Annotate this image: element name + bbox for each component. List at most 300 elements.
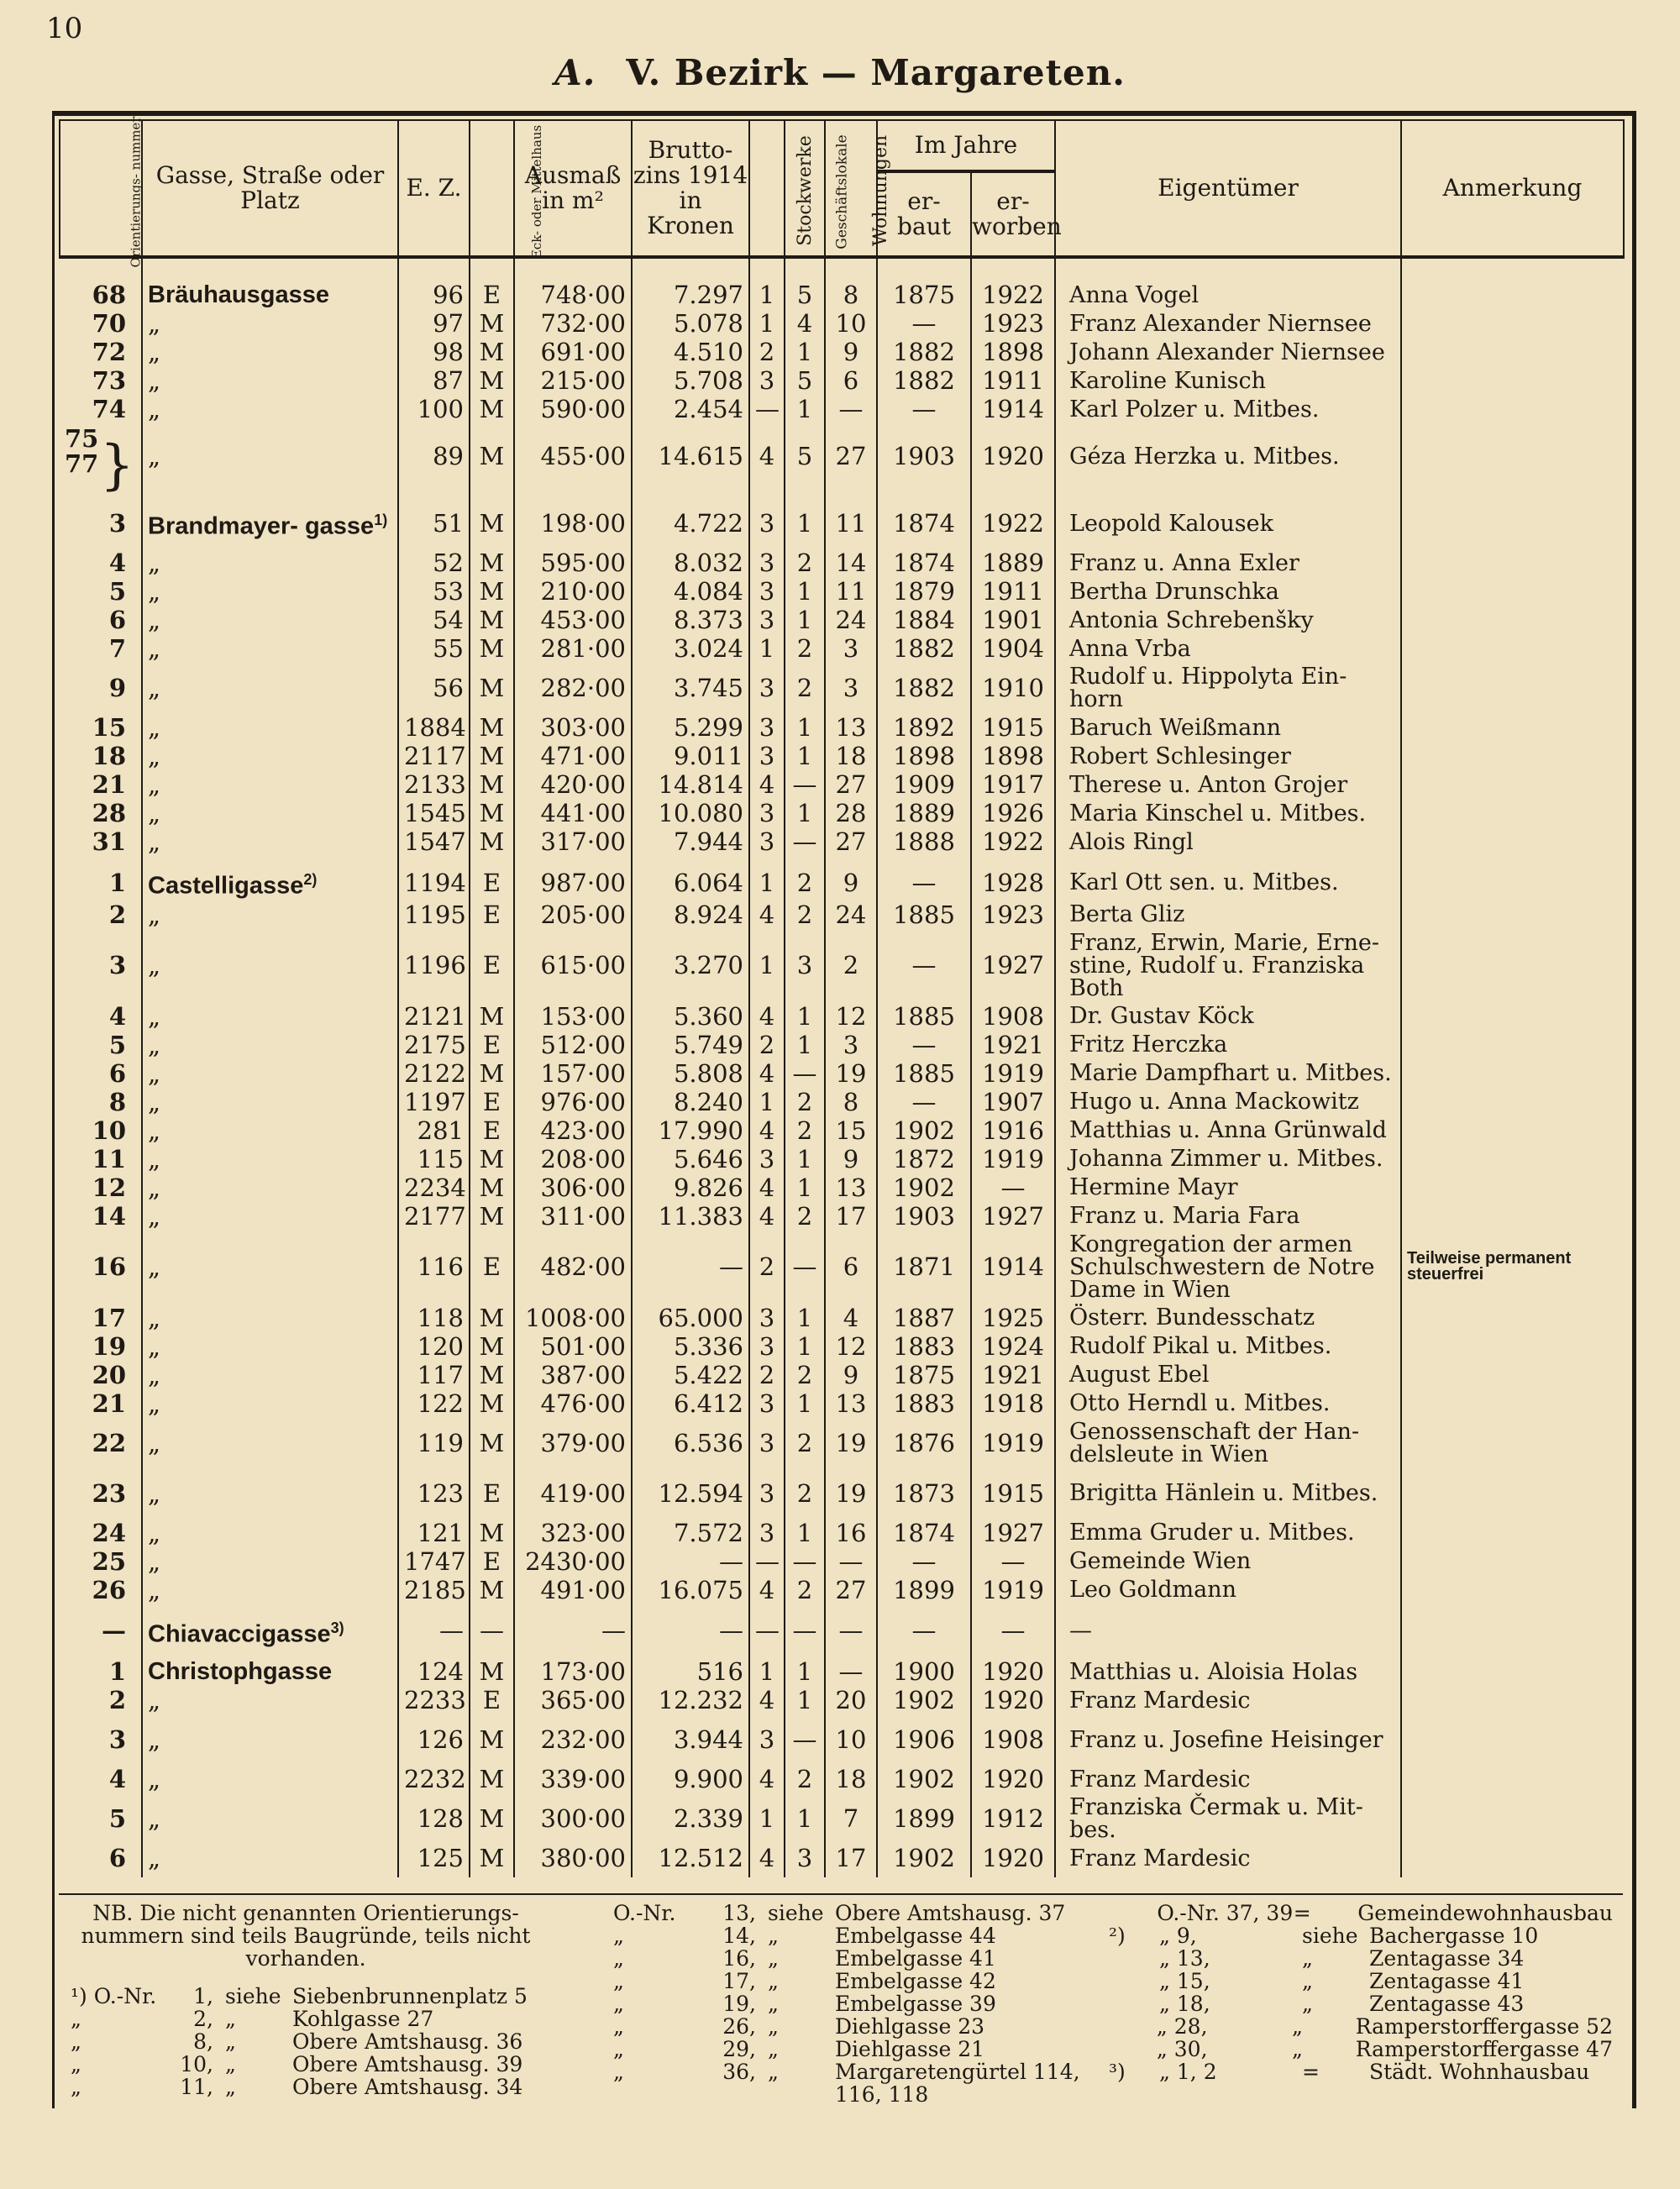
- cell-brutto: 516: [632, 1648, 749, 1686]
- footnote-nr: „ 28,: [1156, 2014, 1208, 2039]
- cell-erb: 1882: [877, 338, 971, 366]
- cell-nr: [60, 1202, 142, 1231]
- footnote-sieh: =: [1293, 1901, 1311, 1925]
- cell-nr: [60, 1231, 142, 1304]
- table-row: [60, 489, 1624, 549]
- cell-brutto: 14.615: [632, 423, 749, 489]
- street-name: „: [148, 770, 161, 799]
- cell-gl: —: [785, 827, 825, 856]
- cell-owner: Franziska Čermak u. Mit- bes.: [1055, 1793, 1401, 1844]
- cell-street: [142, 309, 398, 338]
- cell-gl: 4: [785, 309, 825, 338]
- footnote-nr: „ 18,: [1159, 1992, 1210, 2016]
- cell-note: [1401, 827, 1624, 856]
- cell-erw: 1918: [971, 1389, 1055, 1418]
- house-number: 26: [92, 1575, 126, 1604]
- cell-erw: 1898: [971, 338, 1055, 366]
- cell-ez: 100: [398, 395, 470, 423]
- cell-brutto: 12.512: [632, 1844, 749, 1872]
- cell-nr: [60, 1547, 142, 1576]
- cell-st: 3: [749, 1468, 785, 1519]
- street-name: „: [148, 1686, 161, 1715]
- cell-note: [1401, 1088, 1624, 1116]
- cell-mass: 748·00: [514, 281, 632, 309]
- cell-gl: 2: [785, 1576, 825, 1604]
- cell-typ: —: [470, 1604, 514, 1649]
- cell-brutto: 14.814: [632, 770, 749, 799]
- cell-street: [142, 856, 398, 900]
- cell-street: [142, 1231, 398, 1304]
- cell-ez: 118: [398, 1304, 470, 1332]
- cell-wo: 10: [825, 309, 877, 338]
- cell-wo: 6: [825, 366, 877, 395]
- cell-note: [1401, 1332, 1624, 1361]
- house-number: 25: [92, 1546, 126, 1576]
- footnote-nr: 1,: [193, 1984, 213, 2008]
- footnote-line: [613, 1992, 1168, 2015]
- table-row: [60, 549, 1624, 577]
- cell-wo: 10: [825, 1714, 877, 1765]
- cell-ez: 122: [398, 1389, 470, 1418]
- cell-st: 3: [749, 1519, 785, 1547]
- cell-mass: 732·00: [514, 309, 632, 338]
- house-number: 21: [92, 1388, 126, 1418]
- cell-nr: [60, 309, 142, 338]
- footnote-target: Embelgasse 39: [835, 1992, 996, 2016]
- cell-note: [1401, 900, 1624, 929]
- cell-erw: 1911: [971, 577, 1055, 606]
- cell-brutto: 5.808: [632, 1059, 749, 1088]
- cell-wo: 11: [825, 577, 877, 606]
- footnote-mark: 1): [374, 512, 388, 529]
- footnote-target: Kohlgasse 27: [292, 2007, 434, 2031]
- house-number: 70: [92, 309, 126, 338]
- cell-wo: 13: [825, 713, 877, 742]
- cell-owner: Johanna Zimmer u. Mitbes.: [1055, 1145, 1401, 1173]
- cell-note: [1401, 309, 1624, 338]
- cell-ez: 2185: [398, 1576, 470, 1604]
- footnote-nr: 19,: [722, 1992, 756, 2016]
- footnote-sieh: „: [768, 2014, 779, 2039]
- footnote-line: [613, 1902, 1168, 1924]
- cell-typ: E: [470, 1031, 514, 1059]
- cell-note: [1401, 1576, 1624, 1604]
- cell-gl: 3: [785, 929, 825, 1002]
- cell-owner: Dr. Gustav Köck: [1055, 1002, 1401, 1031]
- footnote-nr: 29,: [722, 2037, 756, 2061]
- house-number: 75 77: [65, 424, 99, 478]
- cell-wo: —: [825, 1648, 877, 1686]
- table-row: [60, 1304, 1624, 1332]
- cell-note: [1401, 1686, 1624, 1714]
- house-number: 2: [108, 900, 126, 929]
- footnote-target: Embelgasse 42: [835, 1969, 996, 1993]
- house-number: 10: [92, 1115, 126, 1145]
- cell-gl: 1: [785, 395, 825, 423]
- house-number: 1: [108, 868, 126, 897]
- cell-erb: —: [877, 1088, 971, 1116]
- street-name: „: [148, 1428, 161, 1457]
- cell-erb: 1883: [877, 1332, 971, 1361]
- street-name: „: [148, 634, 161, 663]
- cell-erw: 1920: [971, 1686, 1055, 1714]
- cell-mass: 300·00: [514, 1793, 632, 1844]
- footnote-line: [613, 1924, 1168, 1947]
- cell-street: [142, 1793, 398, 1844]
- cell-note: [1401, 713, 1624, 742]
- cell-st: 1: [749, 634, 785, 663]
- table-row: [60, 338, 1624, 366]
- cell-street: [142, 1576, 398, 1604]
- cell-brutto: 7.944: [632, 827, 749, 856]
- cell-wo: 27: [825, 423, 877, 489]
- cell-note: [1401, 742, 1624, 770]
- cell-note: [1401, 663, 1624, 713]
- cell-nr: [60, 1088, 142, 1116]
- footnote-line: [613, 2015, 1168, 2038]
- cell-brutto: —: [632, 1547, 749, 1576]
- footnote-mark: 2): [303, 871, 318, 888]
- filler-cell: [749, 1872, 785, 1877]
- cell-typ: M: [470, 1844, 514, 1872]
- cell-gl: 1: [785, 1332, 825, 1361]
- table-row: [60, 634, 1624, 663]
- cell-mass: 323·00: [514, 1519, 632, 1547]
- cell-brutto: 12.594: [632, 1468, 749, 1519]
- cell-ez: 1884: [398, 713, 470, 742]
- cell-note: [1401, 281, 1624, 309]
- cell-erb: —: [877, 1547, 971, 1576]
- cell-nr: [60, 281, 142, 309]
- cell-st: 4: [749, 770, 785, 799]
- cell-gl: 1: [785, 742, 825, 770]
- cell-note: [1401, 1765, 1624, 1793]
- cell-gl: 1: [785, 606, 825, 634]
- cell-erw: 1904: [971, 634, 1055, 663]
- cell-brutto: 5.360: [632, 1002, 749, 1031]
- cell-nr: [60, 856, 142, 900]
- cell-st: 1: [749, 1793, 785, 1844]
- footnote-nr: „ 13,: [1159, 1946, 1210, 1971]
- footnote-mark: [1109, 2038, 1157, 2060]
- cell-typ: M: [470, 1648, 514, 1686]
- cell-ez: 1545: [398, 799, 470, 827]
- cell-gl: 5: [785, 281, 825, 309]
- col-header-eck: Eck- oder Mittelhaus: [470, 120, 514, 257]
- cell-ez: 1196: [398, 929, 470, 1002]
- cell-wo: 18: [825, 742, 877, 770]
- cell-note: [1401, 1714, 1624, 1765]
- cell-ez: 2175: [398, 1031, 470, 1059]
- street-name: Chiavaccigasse: [148, 1620, 331, 1648]
- cell-gl: —: [785, 770, 825, 799]
- cell-owner: Anna Vogel: [1055, 281, 1401, 309]
- cell-nr: [60, 549, 142, 577]
- table-row: [60, 1418, 1624, 1468]
- filler-cell: [398, 1872, 470, 1877]
- cell-owner: Leo Goldmann: [1055, 1576, 1401, 1604]
- cell-erb: 1882: [877, 366, 971, 395]
- cell-nr: [60, 1844, 142, 1872]
- cell-nr: [60, 577, 142, 606]
- cell-street: [142, 929, 398, 1002]
- cell-wo: 13: [825, 1173, 877, 1202]
- footnote-mark: [613, 2083, 697, 2106]
- cell-mass: 157·00: [514, 1059, 632, 1088]
- house-number: 31: [92, 827, 126, 856]
- cell-st: 3: [749, 799, 785, 827]
- cell-typ: E: [470, 281, 514, 309]
- cell-note: [1401, 1604, 1624, 1649]
- cell-ez: 52: [398, 549, 470, 577]
- cell-street: [142, 1648, 398, 1686]
- street-name: „: [148, 606, 161, 634]
- cell-erb: —: [877, 1604, 971, 1649]
- cell-ez: 2177: [398, 1202, 470, 1231]
- cell-brutto: 9.900: [632, 1765, 749, 1793]
- cell-brutto: 5.708: [632, 366, 749, 395]
- cell-st: 1: [749, 1648, 785, 1686]
- footnote-target: Embelgasse 41: [835, 1946, 996, 1971]
- cell-gl: —: [785, 1231, 825, 1304]
- cell-brutto: 2.339: [632, 1793, 749, 1844]
- cell-owner: Johann Alexander Niernsee: [1055, 338, 1401, 366]
- cell-st: —: [749, 395, 785, 423]
- cell-note: [1401, 395, 1624, 423]
- cell-wo: 4: [825, 1304, 877, 1332]
- cell-nr: [60, 1389, 142, 1418]
- cell-gl: 1: [785, 1002, 825, 1031]
- col-header-im-jahre: Im Jahre: [877, 120, 1055, 171]
- street-name: „: [148, 1144, 161, 1173]
- cell-street: [142, 770, 398, 799]
- cell-typ: M: [470, 1332, 514, 1361]
- street-name: „: [148, 1201, 161, 1231]
- filler-cell: [785, 1872, 825, 1877]
- cell-st: 4: [749, 1844, 785, 1872]
- footnote-line: [1109, 1970, 1613, 1992]
- cell-wo: 24: [825, 900, 877, 929]
- cell-erb: 1902: [877, 1765, 971, 1793]
- cell-wo: —: [825, 1604, 877, 1649]
- cell-nr: [60, 1332, 142, 1361]
- cell-brutto: 5.078: [632, 309, 749, 338]
- cell-street: [142, 1714, 398, 1765]
- cell-typ: E: [470, 1686, 514, 1714]
- street-name: „: [148, 577, 161, 606]
- street-name: „: [148, 338, 161, 366]
- cell-gl: 3: [785, 1844, 825, 1872]
- district-title: V. Bezirk — Margareten.: [626, 52, 1126, 93]
- cell-gl: —: [785, 1714, 825, 1765]
- cell-typ: E: [470, 900, 514, 929]
- cell-street: [142, 1031, 398, 1059]
- cell-owner: Emma Gruder u. Mitbes.: [1055, 1519, 1401, 1547]
- street-name: „: [148, 1765, 161, 1794]
- cell-ez: 1195: [398, 900, 470, 929]
- cell-gl: 1: [785, 1519, 825, 1547]
- cell-owner: Rudolf Pikal u. Mitbes.: [1055, 1332, 1401, 1361]
- street-name: „: [148, 1844, 161, 1873]
- cell-mass: 423·00: [514, 1116, 632, 1145]
- cell-gl: 1: [785, 1686, 825, 1714]
- cell-nr: [60, 1686, 142, 1714]
- street-name: „: [148, 1173, 161, 1202]
- cell-nr: [60, 1793, 142, 1844]
- cell-st: 1: [749, 281, 785, 309]
- footnote-target: Zentagasse 43: [1369, 1992, 1525, 2016]
- cell-erb: 1875: [877, 1361, 971, 1389]
- cell-st: 4: [749, 1002, 785, 1031]
- cell-typ: M: [470, 663, 514, 713]
- cell-erb: 1872: [877, 1145, 971, 1173]
- footnote-mark: „: [71, 2075, 81, 2099]
- cell-street: [142, 549, 398, 577]
- cell-gl: 2: [785, 856, 825, 900]
- table-row: [60, 1844, 1624, 1872]
- cell-note: [1401, 1002, 1624, 1031]
- cell-wo: 8: [825, 1088, 877, 1116]
- cell-street: [142, 1002, 398, 1031]
- cell-owner: Franz Mardesic: [1055, 1686, 1401, 1714]
- cell-ez: 56: [398, 663, 470, 713]
- table-row: [60, 1793, 1624, 1844]
- cell-nr: [60, 799, 142, 827]
- cell-mass: 441·00: [514, 799, 632, 827]
- cell-typ: M: [470, 742, 514, 770]
- table-row: [60, 366, 1624, 395]
- cell-typ: E: [470, 1116, 514, 1145]
- footnote-sieh: siehe: [768, 1901, 824, 1925]
- cell-erw: 1916: [971, 1116, 1055, 1145]
- house-number: 21: [92, 770, 126, 799]
- cell-erw: 1926: [971, 799, 1055, 827]
- footnote-mark: O.-Nr.: [613, 1901, 676, 1925]
- cell-typ: M: [470, 799, 514, 827]
- cell-street: [142, 799, 398, 827]
- cell-erb: 1882: [877, 634, 971, 663]
- cell-wo: 2: [825, 929, 877, 1002]
- cell-st: 4: [749, 900, 785, 929]
- footnote-line: [1109, 1902, 1613, 1924]
- cell-note: [1401, 1116, 1624, 1145]
- cell-street: [142, 366, 398, 395]
- col-header-stockwerke: Stockwerke: [749, 120, 785, 257]
- table-row: [60, 929, 1624, 1002]
- cell-wo: 27: [825, 1576, 877, 1604]
- footnote-sieh: „: [768, 1924, 779, 1948]
- filler-cell: [877, 1872, 971, 1877]
- cell-erb: 1899: [877, 1576, 971, 1604]
- cell-ez: 121: [398, 1519, 470, 1547]
- table-row: [60, 1468, 1624, 1519]
- cell-street: [142, 577, 398, 606]
- cell-nr: [60, 663, 142, 713]
- cell-owner: Berta Gliz: [1055, 900, 1401, 929]
- cell-st: 3: [749, 827, 785, 856]
- footnote-nr: 14,: [722, 1924, 756, 1948]
- cell-note: [1401, 1059, 1624, 1088]
- cell-erb: 1899: [877, 1793, 971, 1844]
- cell-note: [1401, 606, 1624, 634]
- cell-typ: M: [470, 1418, 514, 1468]
- cell-wo: 27: [825, 827, 877, 856]
- house-number: 20: [92, 1360, 126, 1389]
- cell-gl: —: [785, 1547, 825, 1576]
- footnote-nr: 36,: [722, 2060, 756, 2084]
- house-number: 28: [92, 799, 126, 827]
- cell-street: [142, 1332, 398, 1361]
- cell-gl: 1: [785, 489, 825, 549]
- footnote-sieh: siehe: [225, 1984, 281, 2008]
- cell-st: 3: [749, 549, 785, 577]
- cell-erb: 1902: [877, 1116, 971, 1145]
- cell-erb: 1874: [877, 1519, 971, 1547]
- cell-brutto: 7.297: [632, 281, 749, 309]
- cell-note: [1401, 1468, 1624, 1519]
- footnote-line: [1109, 2060, 1613, 2083]
- footnote-nr: 2,: [193, 2007, 213, 2031]
- cell-owner: Genossenschaft der Han- delsleute in Wien: [1055, 1418, 1401, 1468]
- cell-owner: Franz Mardesic: [1055, 1765, 1401, 1793]
- cell-mass: 387·00: [514, 1361, 632, 1389]
- footnote-sieh: „: [768, 2037, 779, 2061]
- cell-gl: 2: [785, 1116, 825, 1145]
- street-name: „: [148, 1030, 161, 1059]
- footnote-target: Obere Amtshausg. 36: [292, 2029, 523, 2054]
- street-name: „: [148, 742, 161, 770]
- cell-ez: 98: [398, 338, 470, 366]
- table-row: [60, 309, 1624, 338]
- footnote-sieh: „: [1302, 1992, 1313, 2016]
- filler-cell: [825, 1872, 877, 1877]
- cell-gl: 2: [785, 1468, 825, 1519]
- footnote-sieh: [768, 2083, 835, 2106]
- house-number: 9: [108, 674, 126, 702]
- cell-ez: 96: [398, 281, 470, 309]
- cell-owner: Hugo u. Anna Mackowitz: [1055, 1088, 1401, 1116]
- col-header-erworben: er- worben: [971, 171, 1055, 257]
- street-name: „: [148, 1546, 161, 1576]
- cell-st: 1: [749, 309, 785, 338]
- col-header-wohnungen: Wohnungen: [825, 120, 877, 257]
- cell-note: [1401, 549, 1624, 577]
- cell-owner: Matthias u. Anna Grünwald: [1055, 1116, 1401, 1145]
- house-number: 8: [108, 1087, 126, 1116]
- house-number: 5: [108, 1804, 126, 1834]
- cell-owner: Alois Ringl: [1055, 827, 1401, 856]
- cell-street: [142, 634, 398, 663]
- footnote-nr: 17,: [722, 1969, 756, 1993]
- cell-erw: —: [971, 1604, 1055, 1649]
- street-name: „: [148, 900, 161, 929]
- footnote-line: [71, 2008, 608, 2030]
- cell-ez: 123: [398, 1468, 470, 1519]
- cell-brutto: 6.536: [632, 1418, 749, 1468]
- cell-erw: —: [971, 1173, 1055, 1202]
- property-table: [59, 116, 1625, 1877]
- cell-erb: 1902: [877, 1844, 971, 1872]
- cell-wo: 15: [825, 1116, 877, 1145]
- cell-wo: 7: [825, 1793, 877, 1844]
- cell-mass: 306·00: [514, 1173, 632, 1202]
- cell-brutto: 7.572: [632, 1519, 749, 1547]
- footnote-sieh: siehe: [1302, 1924, 1358, 1948]
- cell-typ: M: [470, 1389, 514, 1418]
- cell-erb: 1876: [877, 1418, 971, 1468]
- cell-mass: 311·00: [514, 1202, 632, 1231]
- cell-wo: 8: [825, 281, 877, 309]
